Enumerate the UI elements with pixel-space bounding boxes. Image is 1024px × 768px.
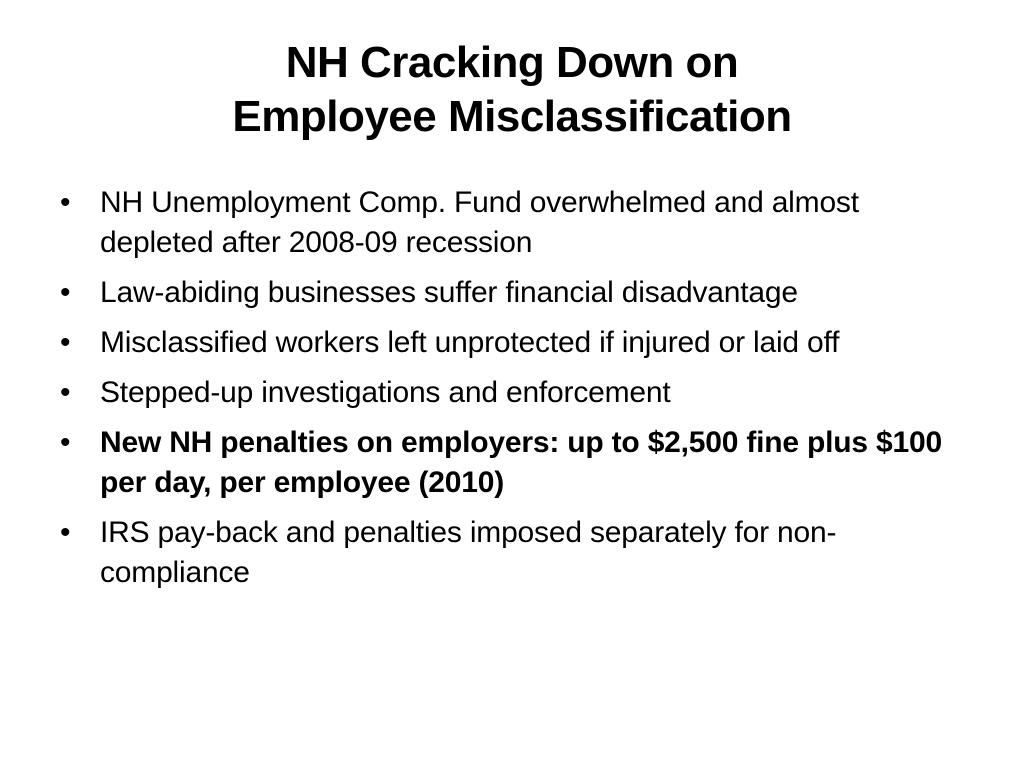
- bullet-dot-icon: •: [60, 426, 71, 459]
- slide-title-line-2: Employee Misclassification: [232, 92, 792, 141]
- bullet-item: [58, 373, 978, 413]
- bullet-item-emphasized: [58, 423, 978, 503]
- bullet-text: Law-abiding businesses suffer financial disadvantage: [100, 276, 798, 309]
- bullet-item: [58, 323, 978, 363]
- bullet-dot-icon: •: [60, 516, 71, 549]
- bullet-text: NH Unemployment Comp. Fund overwhelmed and almost depleted after 2008-09 recession: [100, 186, 859, 259]
- bullet-text: IRS pay-back and penalties imposed separately for non-compliance: [100, 516, 837, 589]
- bullet-dot-icon: •: [60, 326, 71, 359]
- bullet-dot-icon: •: [60, 186, 71, 219]
- bullet-text: New NH penalties on employers: up to $2,500 fine plus $100 per day, per employee (2010): [100, 426, 942, 499]
- bullet-text: Stepped-up investigations and enforcement: [100, 376, 671, 409]
- slide-title: [60, 36, 964, 144]
- bullet-item: [58, 513, 978, 593]
- slide-title-line-1: NH Cracking Down on: [285, 38, 739, 87]
- bullet-dot-icon: •: [60, 376, 71, 409]
- bullet-list: [58, 183, 978, 603]
- bullet-item: [58, 183, 978, 263]
- bullet-text: Misclassified workers left unprotected if injured or laid off: [100, 326, 840, 359]
- bullet-dot-icon: •: [60, 276, 71, 309]
- bullet-item: [58, 273, 978, 313]
